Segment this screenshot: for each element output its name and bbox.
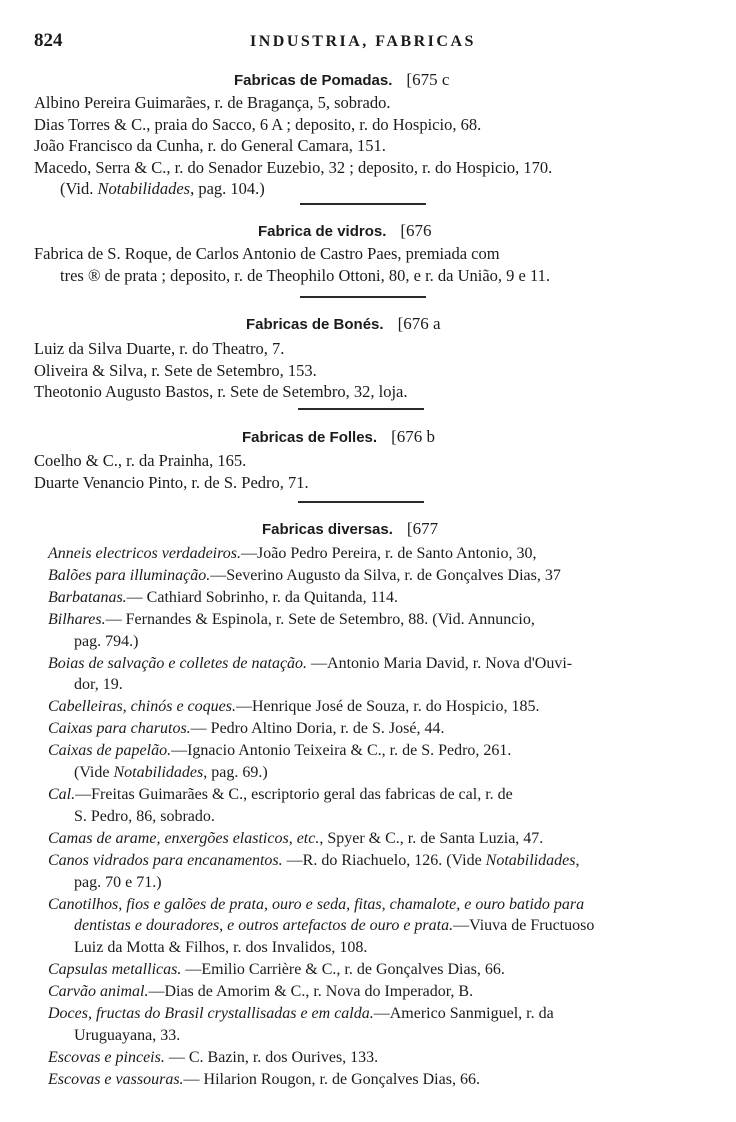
section-title-text: Fabricas de Pomadas. (234, 72, 393, 89)
item-label: dentistas e douradores, e outros artefactos de ouro e prata. (74, 917, 454, 935)
section-divider (300, 296, 426, 298)
item-label: Balões para illuminação. (48, 566, 211, 584)
section-vidros-entries (34, 243, 684, 286)
section-title-text: Fabricas diversas. (262, 521, 393, 538)
note-suffix: , pag. 104.) (190, 179, 265, 198)
item-label: Bilhares. (48, 610, 106, 628)
page-header (34, 30, 694, 54)
item-text: — Pedro Altino Doria, r. de S. José, 44. (190, 720, 445, 738)
item-text: — Hilarion Rougon, r. de Gonçalves Dias, 66. (183, 1070, 480, 1088)
note-suffix: , pag. 69.) (203, 764, 268, 782)
list-item (48, 981, 688, 1003)
item-label: Canos vidrados para encanamentos. (48, 851, 283, 869)
item-label: Boias de salvação e colletes de natação. (48, 654, 308, 672)
item-text: —Dias de Amorim & C., r. Nova do Imperador, B. (148, 983, 474, 1001)
section-title-diversas (262, 519, 438, 539)
item-label: Caixas para charutos. (48, 720, 191, 738)
item-label: Barbatanas. (48, 588, 127, 606)
list-item (48, 653, 688, 675)
item-label: Canotilhos, fios e galões de prata, ouro e seda, fitas, chamalote, e ouro batido para (48, 895, 585, 913)
item-text: — Fernandes & Espinola, r. Sete de Setembro, 88. (Vid. Annuncio, (105, 610, 535, 628)
note-suffix: , (575, 851, 580, 869)
list-item: Duarte Venancio Pinto, r. de S. Pedro, 71. (34, 472, 309, 492)
list-item: João Francisco da Cunha, r. do General Camara, 151. (34, 136, 386, 155)
list-item-continuation: S. Pedro, 86, sobrado. (74, 807, 215, 825)
item-label: Escovas e pinceis. (48, 1048, 165, 1066)
list-item: Macedo, Serra & C., r. do Senador Euzebio, 32 ; deposito, r. do Hospicio, 170. (34, 157, 553, 177)
section-divider (298, 408, 424, 410)
section-divider (300, 203, 426, 205)
item-label: Escovas e vassouras. (48, 1070, 184, 1088)
item-text: —Henrique José de Souza, r. do Hospicio, 185. (235, 698, 540, 716)
item-text: —Americo Sanmiguel, r. da (373, 1005, 554, 1023)
item-label: Cal. (48, 785, 76, 803)
section-pomadas-entries (34, 92, 684, 200)
item-text: —Ignacio Antonio Teixeira & C., r. de S. Pedro, 261. (171, 742, 512, 760)
note-italic: Notabilidades (485, 851, 576, 869)
section-title-text: Fabricas de Folles. (242, 429, 378, 446)
section-ref: [677 (406, 519, 439, 538)
page-number: 824 (34, 30, 63, 51)
list-item (48, 828, 688, 850)
list-item (48, 543, 688, 565)
section-title-bones (246, 314, 441, 334)
list-item (48, 696, 688, 718)
list-item (48, 959, 688, 981)
item-text: — C. Bazin, r. dos Ourives, 133. (164, 1048, 379, 1066)
item-text: — Cathiard Sobrinho, r. da Quitanda, 114. (126, 588, 399, 606)
item-text: —João Pedro Pereira, r. de Santo Antonio, 30, (240, 545, 537, 562)
list-item (48, 850, 688, 872)
item-text: —Antonio Maria David, r. Nova d'Ouvi- (307, 654, 573, 672)
list-item (48, 740, 688, 762)
section-bones-entries (34, 338, 684, 403)
section-ref: [676 a (397, 314, 441, 333)
section-folles-entries (34, 450, 684, 493)
list-item: Dias Torres & C., praia do Sacco, 6 A ; deposito, r. do Hospicio, 68. (34, 114, 482, 134)
list-item (48, 784, 688, 806)
item-label: Carvão animal. (48, 983, 149, 1001)
item-text: —Viuva de Fructuoso (453, 917, 595, 935)
list-item: Luiz da Silva Duarte, r. do Theatro, 7. (34, 339, 285, 358)
list-item: Fabrica de S. Roque, de Carlos Antonio de Castro Paes, premiada com (34, 244, 500, 263)
list-item: Coelho & C., r. da Prainha, 165. (34, 451, 247, 470)
list-item (48, 587, 688, 609)
list-item (48, 609, 688, 631)
section-title-text: Fabrica de vidros. (258, 223, 387, 240)
note-prefix: (Vid. (60, 179, 98, 198)
section-ref: [676 (400, 221, 432, 240)
list-item-continuation: Uruguayana, 33. (74, 1026, 181, 1044)
item-text: —Freitas Guimarães & C., escriptorio geral das fabricas de cal, r. de (75, 785, 513, 803)
note-italic: Notabilidades (113, 764, 204, 782)
section-title-vidros (258, 221, 432, 241)
item-text: , Spyer & C., r. de Santa Luzia, 47. (319, 829, 544, 847)
item-label: Capsulas metallicas. (48, 961, 182, 979)
list-item-continuation: dor, 19. (74, 676, 123, 694)
list-item (48, 718, 688, 740)
list-item: Albino Pereira Guimarães, r. de Bragança, 5, sobrado. (34, 93, 391, 112)
section-title-folles (242, 427, 435, 447)
item-text: —R. do Riachuelo, 126. (Vide (282, 851, 486, 869)
note-prefix: (Vide (74, 764, 114, 782)
list-item (48, 1047, 688, 1069)
item-label: Caixas de papelão. (48, 742, 172, 760)
list-item (48, 1069, 688, 1091)
list-item (48, 894, 688, 916)
section-divider (298, 501, 424, 503)
list-item-continuation: Luiz da Motta & Filhos, r. dos Invalidos, 108. (74, 939, 368, 957)
item-label: Cabelleiras, chinós e coques. (48, 698, 236, 716)
item-label: Doces, fructas do Brasil crystallisadas e em calda. (48, 1005, 374, 1023)
section-diversas-entries (48, 543, 688, 1091)
item-label: Camas de arame, enxergões elasticos, etc. (48, 829, 320, 847)
list-item (48, 1003, 688, 1025)
section-title-text: Fabricas de Bonés. (246, 316, 384, 333)
list-item-continuation: tres ® de prata ; deposito, r. de Theophilo Ottoni, 80, e r. da União, 9 e 11. (60, 265, 551, 285)
list-item-continuation (48, 915, 688, 937)
list-item: Theotonio Augusto Bastos, r. Sete de Setembro, 32, loja. (34, 382, 408, 401)
list-item-continuation: pag. 794.) (74, 632, 139, 650)
note-line (34, 178, 684, 200)
item-text: —Emilio Carrière & C., r. de Gonçalves Dias, 66. (181, 961, 505, 979)
list-item-continuation (48, 762, 688, 784)
list-item (48, 565, 688, 587)
item-text: —Severino Augusto da Silva, r. de Gonçalves Dias, 37 (210, 566, 561, 584)
note-italic: Notabilidades (97, 179, 191, 198)
section-ref: [676 b (391, 427, 435, 446)
section-ref: [675 c (406, 70, 450, 89)
section-title-pomadas (234, 70, 449, 90)
list-item: Oliveira & Silva, r. Sete de Setembro, 153. (34, 360, 317, 380)
list-item-continuation: pag. 70 e 71.) (74, 873, 162, 891)
item-label: Anneis electricos verdadeiros. (48, 545, 241, 562)
running-head: INDUSTRIA, FABRICAS (250, 33, 476, 50)
